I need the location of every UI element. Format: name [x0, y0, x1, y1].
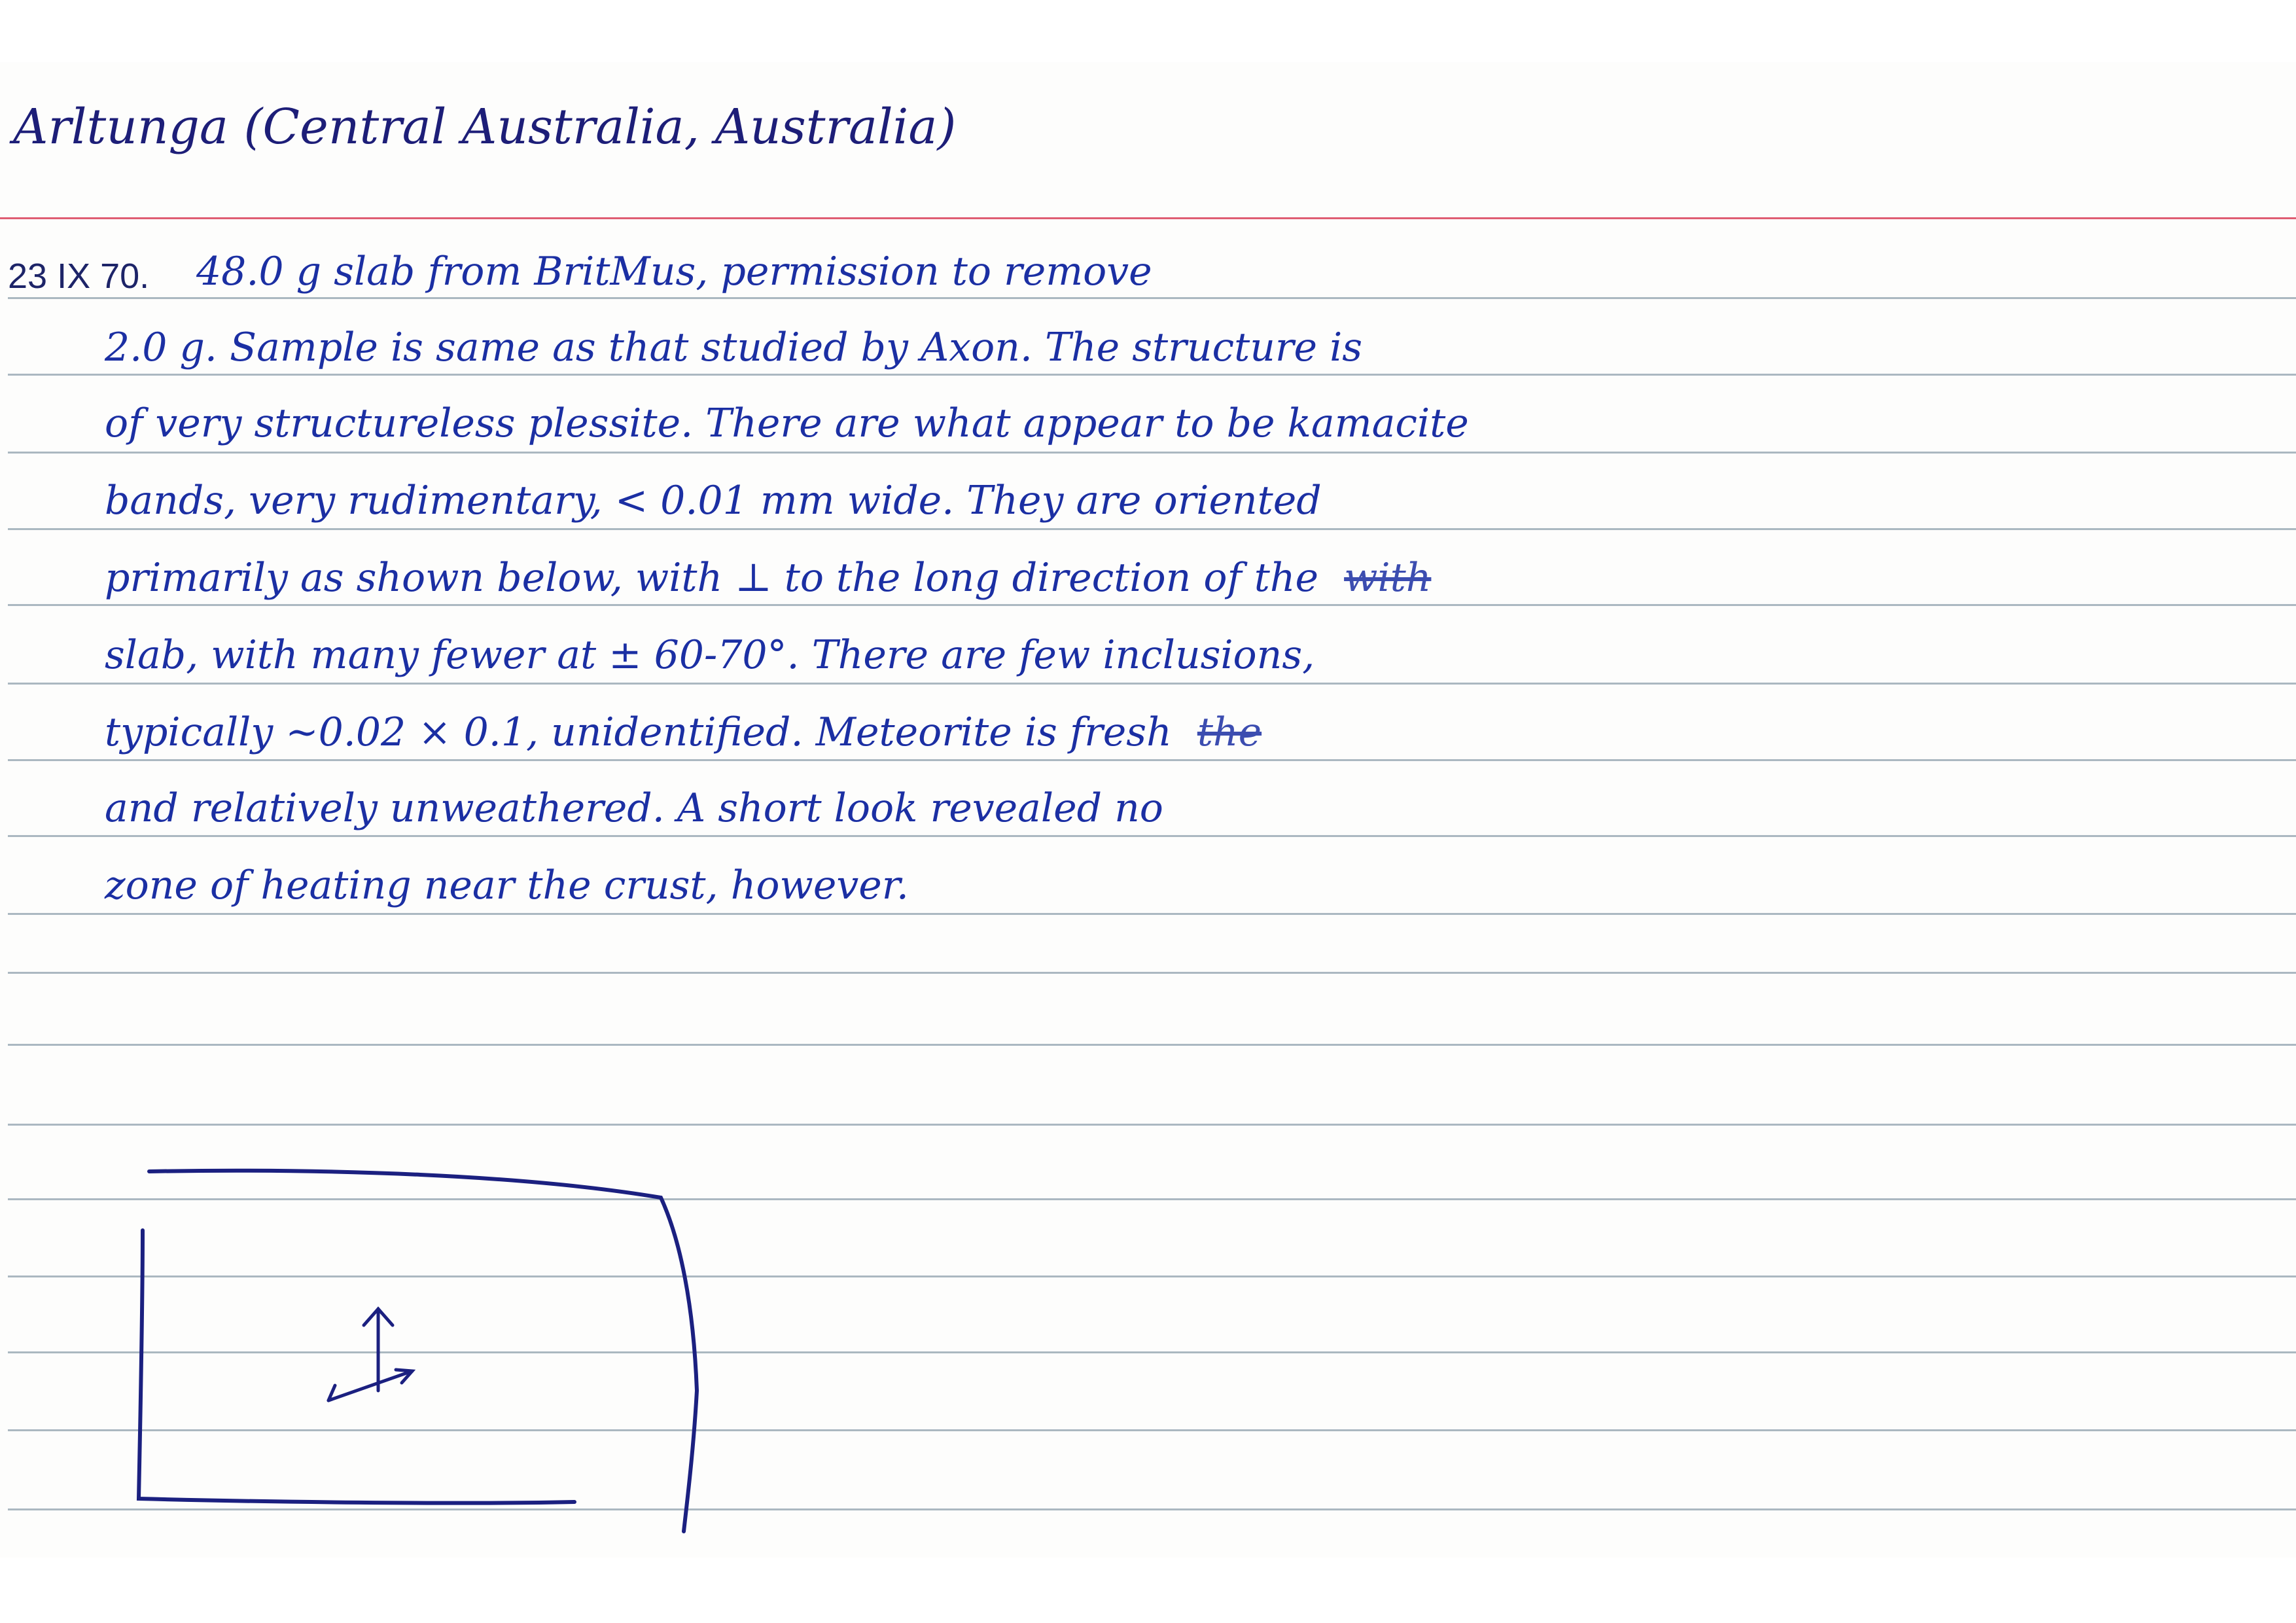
- crossed-out-word: with: [1344, 555, 1432, 601]
- index-card: [0, 62, 2296, 1558]
- slab-sketch: [0, 62, 2296, 1558]
- orientation-arrow-icon: [328, 1309, 412, 1400]
- note-line-5-text: primarily as shown below, with ⊥ to the long direction of the: [105, 555, 1318, 601]
- note-line-4: bands, very rudimentary, < 0.01 mm wide. They are oriented: [105, 478, 1322, 524]
- note-line-2: 2.0 g. Sample is same as that studied by Axon. The structure is: [105, 325, 1363, 370]
- entry-date: 23 IX 70.: [8, 257, 150, 296]
- note-line-7-text: typically ~0.02 × 0.1, unidentified. Meteorite is fresh: [105, 709, 1172, 755]
- note-line-3: of very structureless plessite. There are what appear to be kamacite: [105, 401, 1469, 446]
- note-line-6: slab, with many fewer at ± 60-70°. There are few inclusions,: [105, 632, 1315, 678]
- crossed-out-word: the: [1197, 709, 1262, 755]
- slab-outline: [149, 1171, 697, 1531]
- note-line-8: and relatively unweathered. A short look revealed no: [105, 785, 1163, 831]
- slab-outline: [139, 1230, 574, 1503]
- card-title: Arltunga (Central Australia, Australia): [13, 99, 957, 155]
- note-line-9: zone of heating near the crust, however.: [105, 863, 909, 908]
- note-line-1: 48.0 g slab from BritMus, permission to remove: [196, 249, 1152, 294]
